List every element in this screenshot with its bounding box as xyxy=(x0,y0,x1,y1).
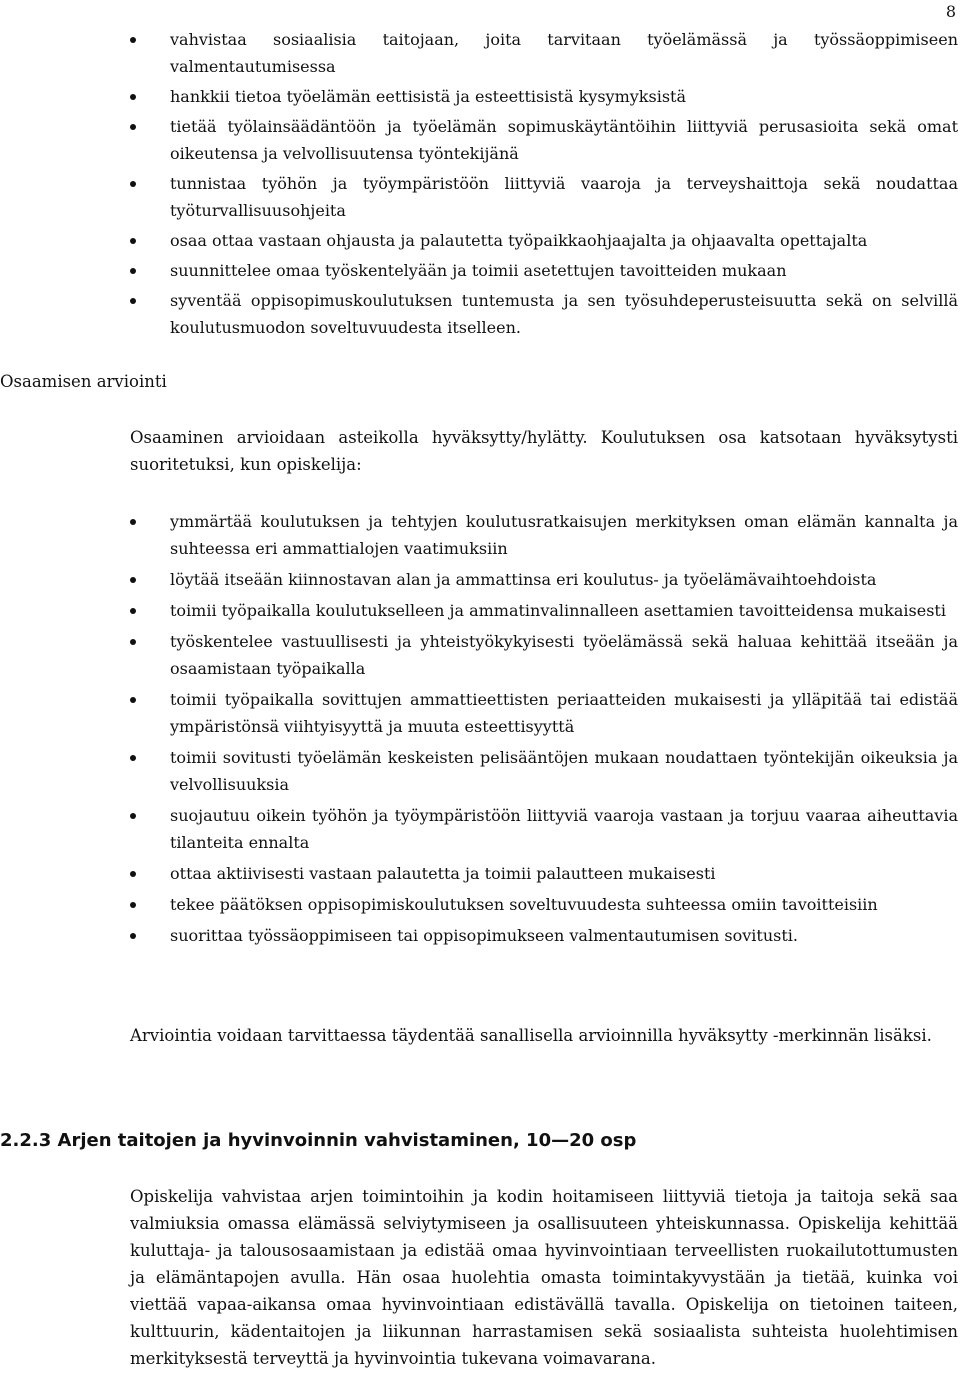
list-item-text: tietää työlainsäädäntöön ja työelämän sopimuskäytäntöihin liittyviä perusasioita sekä omat oikeutensa ja velvollisuutensa työntekijänä xyxy=(170,117,958,163)
list-item xyxy=(130,686,958,740)
bullet-icon xyxy=(130,933,136,939)
list-item xyxy=(130,508,958,562)
bullet-icon xyxy=(130,519,136,525)
bullet-icon xyxy=(130,94,136,100)
section-body: Opiskelija vahvistaa arjen toimintoihin ja kodin hoitamiseen liittyviä tietoja ja taitoja sekä saa valmiuksia omassa elämässä selviytymiseen ja osallisuuteen yhteiskunnassa. Opiskelija kehittää kuluttaja- ja talousosaamistaan ja edistää omaa hyvinvointiaan terveellisten ruokailutottumusten ja elämäntapojen avulla. Hän osaa huolehtia omasta toimintakyvystään ja tietää, kuinka voi viettää vapaa-aikansa omaa hyvinvointiaan edistävällä tavalla. Opiskelija on tietoinen taiteen, kulttuurin, kädentaitojen ja liikunnan harrastamisen sekä sosiaalista suhteista huolehtimisen merkityksestä terveyttä ja hyvinvointia tukevana voimavarana. xyxy=(130,1187,958,1368)
bullet-icon xyxy=(130,902,136,908)
list-item xyxy=(130,802,958,856)
list-item xyxy=(130,744,958,798)
bullet-icon xyxy=(130,238,136,244)
bullet-icon xyxy=(130,124,136,130)
section-heading: 2.2.3 Arjen taitojen ja hyvinvoinnin vahvistaminen, 10—20 osp xyxy=(0,1130,637,1151)
section-body-block xyxy=(130,1183,958,1372)
list-item-text: suojautuu oikein työhön ja työympäristöön liittyviä vaaroja vastaan ja torjuu vaaraa aiheuttavia tilanteita ennalta xyxy=(170,806,958,852)
list-item xyxy=(130,597,958,624)
criteria-list-section xyxy=(130,508,958,953)
assessment-intro: Osaaminen arvioidaan asteikolla hyväksytty/hylätty. Koulutuksen osa katsotaan hyväksytysti suoritetuksi, kun opiskelija: xyxy=(130,428,958,474)
list-item-text: toimii työpaikalla sovittujen ammattieettisten periaatteiden mukaisesti ja ylläpitää tai edistää ympäristönsä viihtyisyyttä ja muuta esteettisyyttä xyxy=(170,690,958,736)
list-item-text: toimii sovitusti työelämän keskeisten pelisääntöjen mukaan noudattaen työntekijän oikeuksia ja velvollisuuksia xyxy=(170,748,958,794)
list-item-text: suunnittelee omaa työskentelyään ja toimii asetettujen tavoitteiden mukaan xyxy=(170,261,787,280)
list-item-text: tekee päätöksen oppisopimiskoulutuksen soveltuvuudesta suhteessa omiin tavoitteisiin xyxy=(170,895,878,914)
bullet-icon xyxy=(130,181,136,187)
bullet-icon xyxy=(130,871,136,877)
bullet-icon xyxy=(130,755,136,761)
list-item xyxy=(130,257,958,284)
list-item xyxy=(130,922,958,949)
list-item-text: löytää itseään kiinnostavan alan ja ammattinsa eri koulutus- ja työelämävaihtoehdoista xyxy=(170,570,877,589)
list-item-text: ymmärtää koulutuksen ja tehtyjen koulutusratkaisujen merkityksen oman elämän kannalta ja suhteessa eri ammattialojen vaatimuksiin xyxy=(170,512,958,558)
list-item xyxy=(130,566,958,593)
objectives-list xyxy=(130,26,958,341)
bullet-icon xyxy=(130,639,136,645)
page-number: 8 xyxy=(945,2,956,21)
criteria-list xyxy=(130,508,958,949)
list-item xyxy=(130,26,958,80)
list-item-text: toimii työpaikalla koulutukselleen ja ammatinvalinnalleen asettamien tavoitteidensa mukaisesti xyxy=(170,601,946,620)
list-item xyxy=(130,891,958,918)
bullet-icon xyxy=(130,697,136,703)
bullet-icon xyxy=(130,577,136,583)
bullet-icon xyxy=(130,268,136,274)
list-item-text: suorittaa työssäoppimiseen tai oppisopimukseen valmentautumisen sovitusti. xyxy=(170,926,798,945)
list-item-text: vahvistaa sosiaalisia taitojaan, joita tarvitaan työelämässä ja työssäoppimiseen valmentautumisessa xyxy=(170,30,958,76)
bullet-icon xyxy=(130,608,136,614)
list-item xyxy=(130,113,958,167)
list-item xyxy=(130,287,958,341)
bullet-icon xyxy=(130,37,136,43)
assessment-note-block xyxy=(130,1022,958,1049)
list-item-text: osaa ottaa vastaan ohjausta ja palautetta työpaikkaohjaajalta ja ohjaavalta opettajalta xyxy=(170,231,868,250)
objectives-list-section xyxy=(130,26,958,344)
list-item-text: tunnistaa työhön ja työympäristöön liittyviä vaaroja ja terveyshaittoja sekä noudattaa työturvallisuusohjeita xyxy=(170,174,958,220)
list-item xyxy=(130,860,958,887)
assessment-note: Arviointia voidaan tarvittaessa täydentää sanallisella arvioinnilla hyväksytty -merkinnän lisäksi. xyxy=(130,1026,932,1045)
list-item xyxy=(130,170,958,224)
list-item-text: ottaa aktiivisesti vastaan palautetta ja toimii palautteen mukaisesti xyxy=(170,864,716,883)
list-item-text: syventää oppisopimuskoulutuksen tuntemusta ja sen työsuhdeperusteisuutta sekä on selvillä koulutusmuodon soveltuvuudesta itselleen. xyxy=(170,291,958,337)
list-item xyxy=(130,628,958,682)
bullet-icon xyxy=(130,298,136,304)
list-item xyxy=(130,227,958,254)
list-item xyxy=(130,83,958,110)
assessment-label: Osaamisen arviointi xyxy=(0,372,167,391)
assessment-intro-block xyxy=(130,424,958,478)
list-item-text: hankkii tietoa työelämän eettisistä ja esteettisistä kysymyksistä xyxy=(170,87,686,106)
bullet-icon xyxy=(130,813,136,819)
list-item-text: työskentelee vastuullisesti ja yhteistyökykyisesti työelämässä sekä haluaa kehittää itseään ja osaamistaan työpaikalla xyxy=(170,632,958,678)
